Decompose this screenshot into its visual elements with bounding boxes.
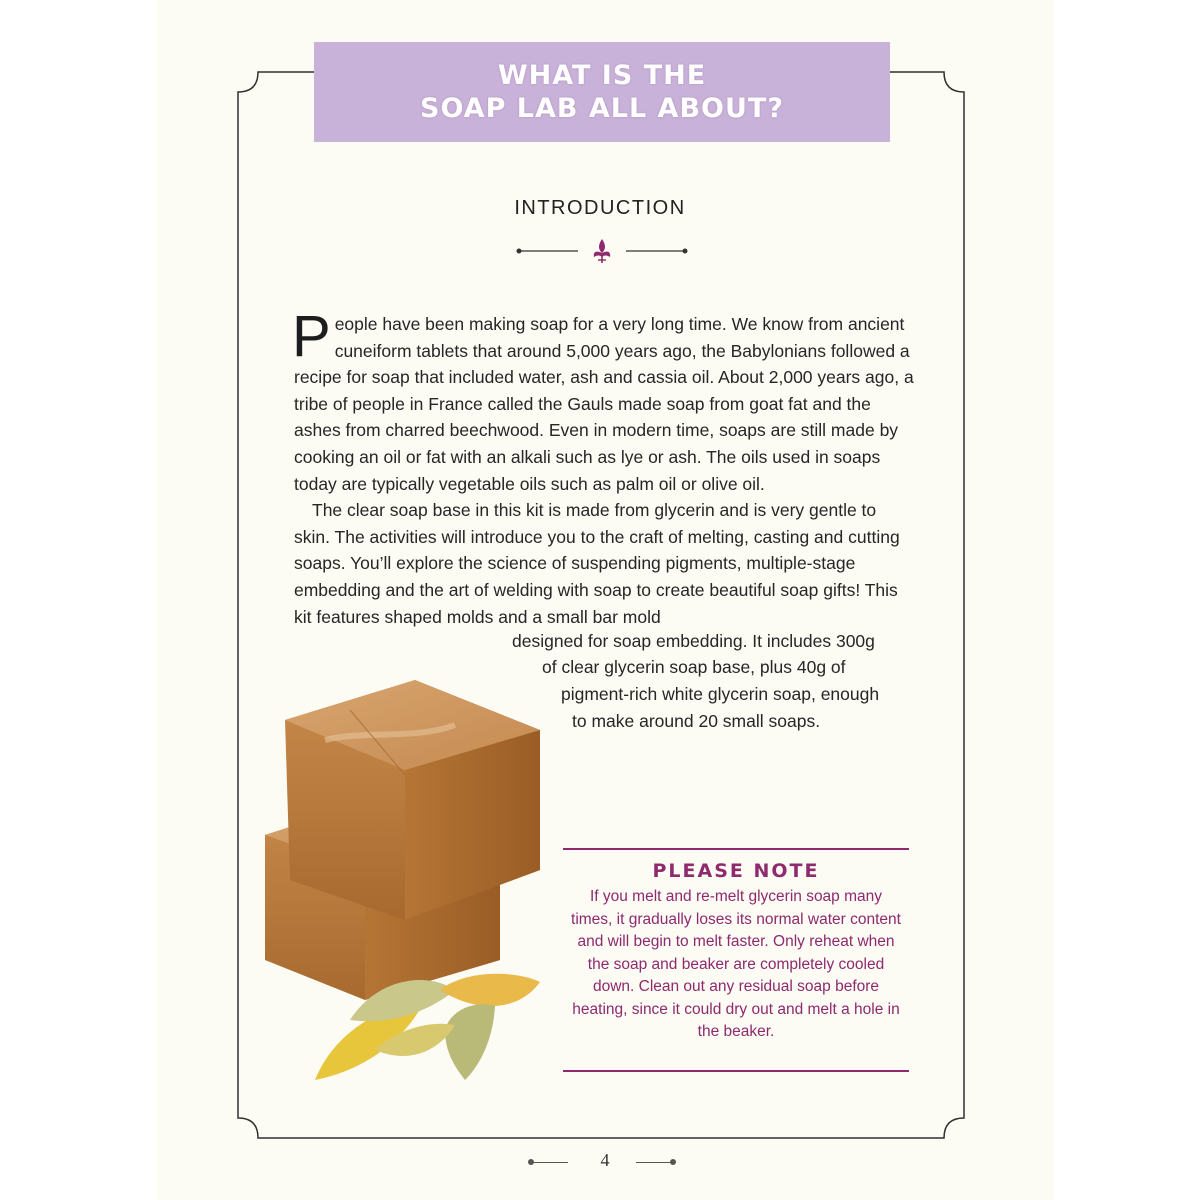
title-banner (314, 42, 890, 142)
page-number-right-dot (670, 1159, 676, 1165)
intro-tail-line-1: designed for soap embedding. It includes 300g (512, 631, 875, 651)
intro-paragraph-1-text: eople have been making soap for a very long time. We know from ancient cuneiform tablets that around 5,000 years ago, the Babylonians followed a recipe for soap that included water, ash and cassia oil. About 2,000 years ago, a tribe of people in France called the Gauls made soap from goat fat and the ashes from charred beechwood. Even in modern time, soaps are still made by cooking an oil or fat with an alkali such as lye or ash. The oils used in soaps today are typically vegetable oils such as palm oil or olive oil. (294, 314, 914, 494)
page-number-right-rule (636, 1162, 672, 1163)
page-number: 4 (600, 1150, 610, 1170)
please-note-title: PLEASE NOTE (652, 860, 820, 882)
intro-tail-line-3: pigment-rich white glycerin soap, enough (561, 684, 880, 704)
page-title-line-2: SOAP LAB ALL ABOUT? (420, 93, 784, 124)
intro-tail-line-4: to make around 20 small soaps. (572, 711, 821, 731)
soap-bars-image (255, 670, 555, 1110)
intro-paragraph-1 (292, 304, 914, 497)
please-note-box (563, 848, 909, 1072)
page-title-line-1: WHAT IS THE (497, 60, 707, 91)
section-heading: INTRODUCTION (514, 197, 686, 219)
intro-text (292, 304, 914, 630)
page-number-left-rule (532, 1162, 568, 1163)
fleur-ornament-icon (514, 236, 690, 266)
please-note-body: If you melt and re-melt glycerin soap many times, it gradually loses its normal water content and will begin to melt faster. Only reheat when the soap and beaker are completely cooled down. Clean out any residual soap before heating, since it could dry out and melt a hole in the beaker. (571, 888, 901, 1040)
drop-cap: P (292, 304, 331, 369)
intro-paragraph-2: The clear soap base in this kit is made from glycerin and is very gentle to skin. The activities will introduce you to the craft of melting, casting and cutting soaps. You’ll explore the science of suspending pigments, multiple-stage embedding and the art of welding with soap to create beautiful soap gifts! This kit features shaped molds and a small bar mold (294, 500, 900, 627)
intro-tail-line-2: of clear glycerin soap base, plus 40g of (542, 657, 846, 677)
